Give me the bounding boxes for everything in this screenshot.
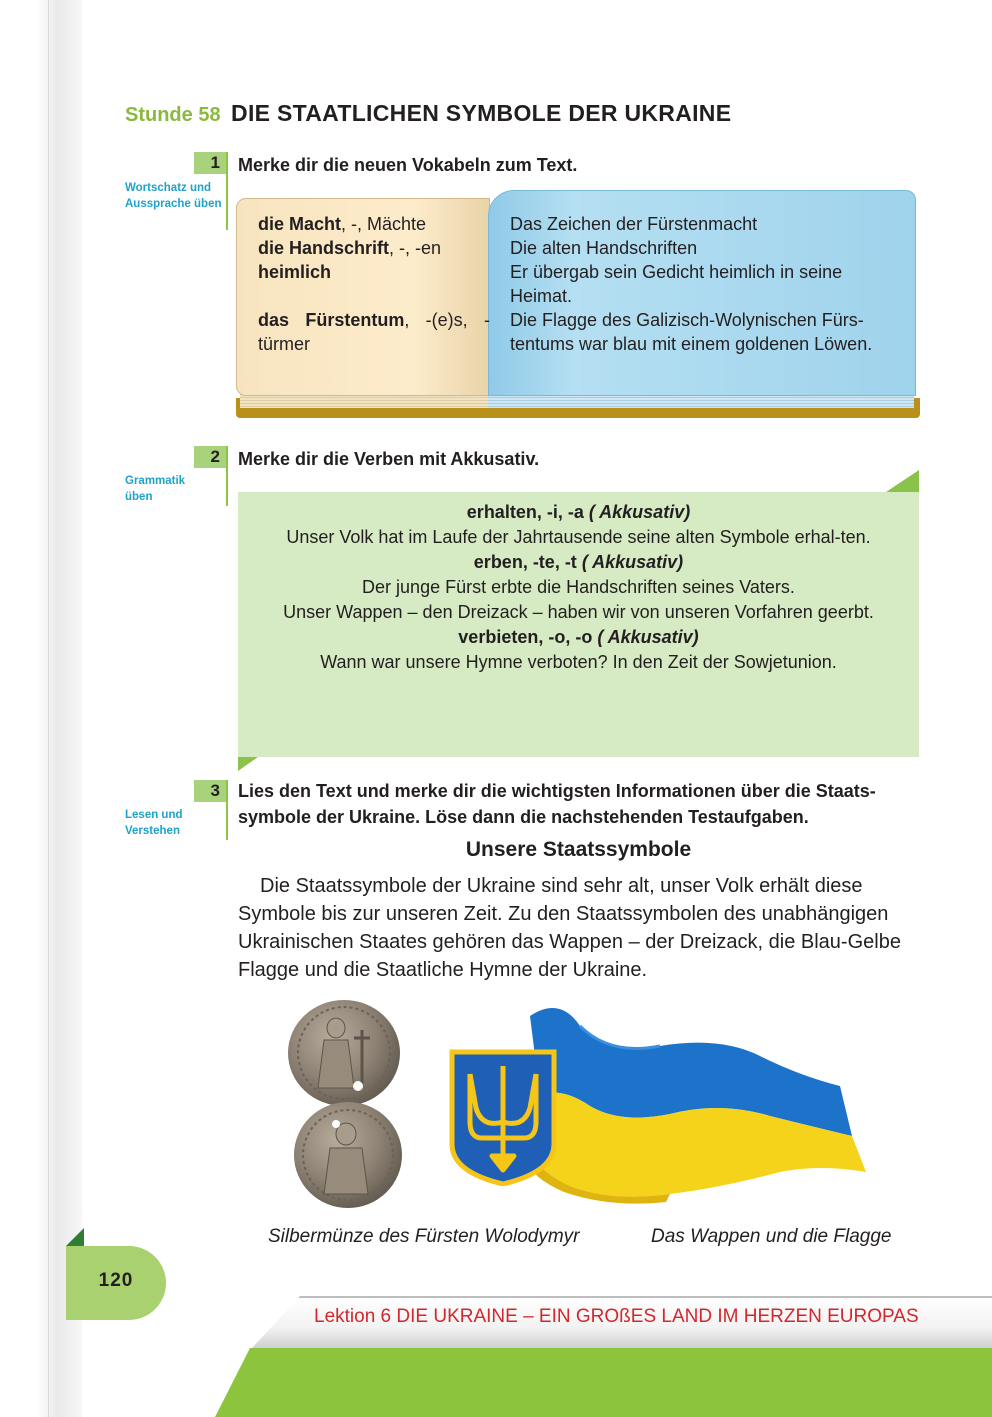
vocab-example: Die Flagge des Galizisch-Wolynischen Fürs-tentums war blau mit einem goldenen Löwen. bbox=[510, 310, 873, 354]
verb-heading bbox=[238, 625, 919, 650]
vocab-item bbox=[258, 260, 490, 284]
coins-caption: Silbermünze des Fürsten Wolodymyr bbox=[268, 1226, 580, 1247]
spine-line bbox=[48, 0, 49, 1417]
vocab-item bbox=[258, 236, 490, 260]
task-1-skill bbox=[125, 180, 225, 212]
lesson-heading: DIE STAATLICHEN SYMBOLE DER UKRAINE bbox=[231, 100, 732, 126]
case-label: ( Akkusativ) bbox=[583, 502, 691, 522]
page-spine-shadow bbox=[0, 0, 82, 1417]
reading-paragraph-text: Die Staatssymbole der Ukraine sind sehr alt, unser Volk erhält diese Symbole bis zur unseren Zeit. Zu den Staatssymbolen des unabhängigen Ukrainischen Staates gehören das Wappen – der Dreizack, die Blau-Gelbe Flagge und die Staatliche Hymne der Ukraine. bbox=[238, 875, 901, 981]
footer-green-band bbox=[215, 1348, 992, 1417]
vocab-item bbox=[258, 212, 490, 236]
task-1-skill-label: Wortschatz und Aussprache üben bbox=[125, 182, 222, 210]
verb-example: Unser Volk hat im Laufe der Jahrtausende seine alten Symbole erhal-ten. bbox=[286, 527, 871, 547]
case-label: ( Akkusativ) bbox=[576, 552, 684, 572]
vocab-word: heimlich bbox=[258, 262, 332, 282]
vocab-example: Die alten Handschriften bbox=[510, 238, 698, 258]
vocab-example: Er übergab sein Gedicht heimlich in seine Heimat. bbox=[510, 262, 843, 306]
task-1-side-tag bbox=[125, 152, 228, 230]
silver-coin-front-image bbox=[288, 1000, 400, 1106]
task-3-number: 3 bbox=[194, 780, 226, 802]
lesson-title bbox=[125, 100, 731, 127]
coat-of-arms-trident-image bbox=[448, 1048, 558, 1186]
vocab-item bbox=[258, 308, 490, 356]
vocab-word: das Fürstentum bbox=[258, 310, 405, 330]
vocab-example: Das Zeichen der Fürstenmacht bbox=[510, 214, 758, 234]
page-number: 120 bbox=[98, 1270, 134, 1291]
reading-title: Unsere Staatssymbole bbox=[465, 838, 692, 861]
verb-forms: erben, -te, -t bbox=[473, 552, 577, 572]
lesson-number: Stunde 58 bbox=[125, 104, 221, 126]
grammar-content bbox=[238, 500, 919, 675]
task-2-number: 2 bbox=[194, 446, 226, 468]
verb-example: Der junge Fürst erbte die Handschriften seines Vaters. bbox=[362, 577, 795, 597]
footer-lektion-title: Lektion 6 DIE UKRAINE – EIN GROßES LAND IM HERZEN EUROPAS bbox=[314, 1306, 919, 1327]
task-1-number: 1 bbox=[194, 152, 226, 174]
vocab-word: die Handschrift bbox=[258, 238, 390, 258]
vocab-forms: , -(e)s, -türmer bbox=[258, 310, 490, 354]
vocab-word: die Macht bbox=[258, 214, 342, 234]
reading-paragraph bbox=[238, 872, 919, 984]
vocab-forms: , -, -en bbox=[389, 238, 442, 258]
task-2-side-tag bbox=[125, 446, 228, 506]
task-2-skill: Grammatik üben bbox=[125, 475, 186, 503]
ukraine-flag-image bbox=[520, 996, 872, 1208]
flag-caption: Das Wappen und die Flagge bbox=[651, 1226, 892, 1247]
task-3-side-tag bbox=[125, 780, 228, 840]
verb-example: Unser Wappen – den Dreizack – haben wir von unseren Vorfahren geerbt. bbox=[283, 602, 874, 622]
silver-coin-back-image bbox=[294, 1102, 402, 1208]
page-badge-corner bbox=[66, 1228, 84, 1246]
verb-example: Wann war unsere Hymne verboten? In den Zeit der Sowjetunion. bbox=[320, 652, 837, 672]
vocab-examples bbox=[510, 212, 890, 356]
task-3-instruction: Lies den Text und merke dir die wichtigsten Informationen über die Staats-symbole der Ukraine. Löse dann die nachstehenden Testaufgaben. bbox=[238, 781, 876, 827]
vocab-book bbox=[236, 190, 920, 428]
verb-forms: verbieten, -o, -o bbox=[458, 627, 593, 647]
verb-heading bbox=[238, 500, 919, 525]
case-label: ( Akkusativ) bbox=[592, 627, 699, 647]
task-3-skill: Lesen und Verstehen bbox=[125, 809, 183, 837]
verb-heading bbox=[238, 550, 919, 575]
box-corner-decoration bbox=[238, 757, 258, 771]
task-2-instruction: Merke dir die Verben mit Akkusativ. bbox=[238, 449, 540, 469]
vocab-list bbox=[258, 212, 490, 356]
grammar-box bbox=[238, 492, 919, 757]
vocab-forms: , -, Mächte bbox=[341, 214, 427, 234]
box-corner-decoration bbox=[886, 470, 919, 492]
verb-forms: erhalten, -i, -a bbox=[466, 502, 584, 522]
task-1-instruction: Merke dir die neuen Vokabeln zum Text. bbox=[238, 155, 578, 175]
